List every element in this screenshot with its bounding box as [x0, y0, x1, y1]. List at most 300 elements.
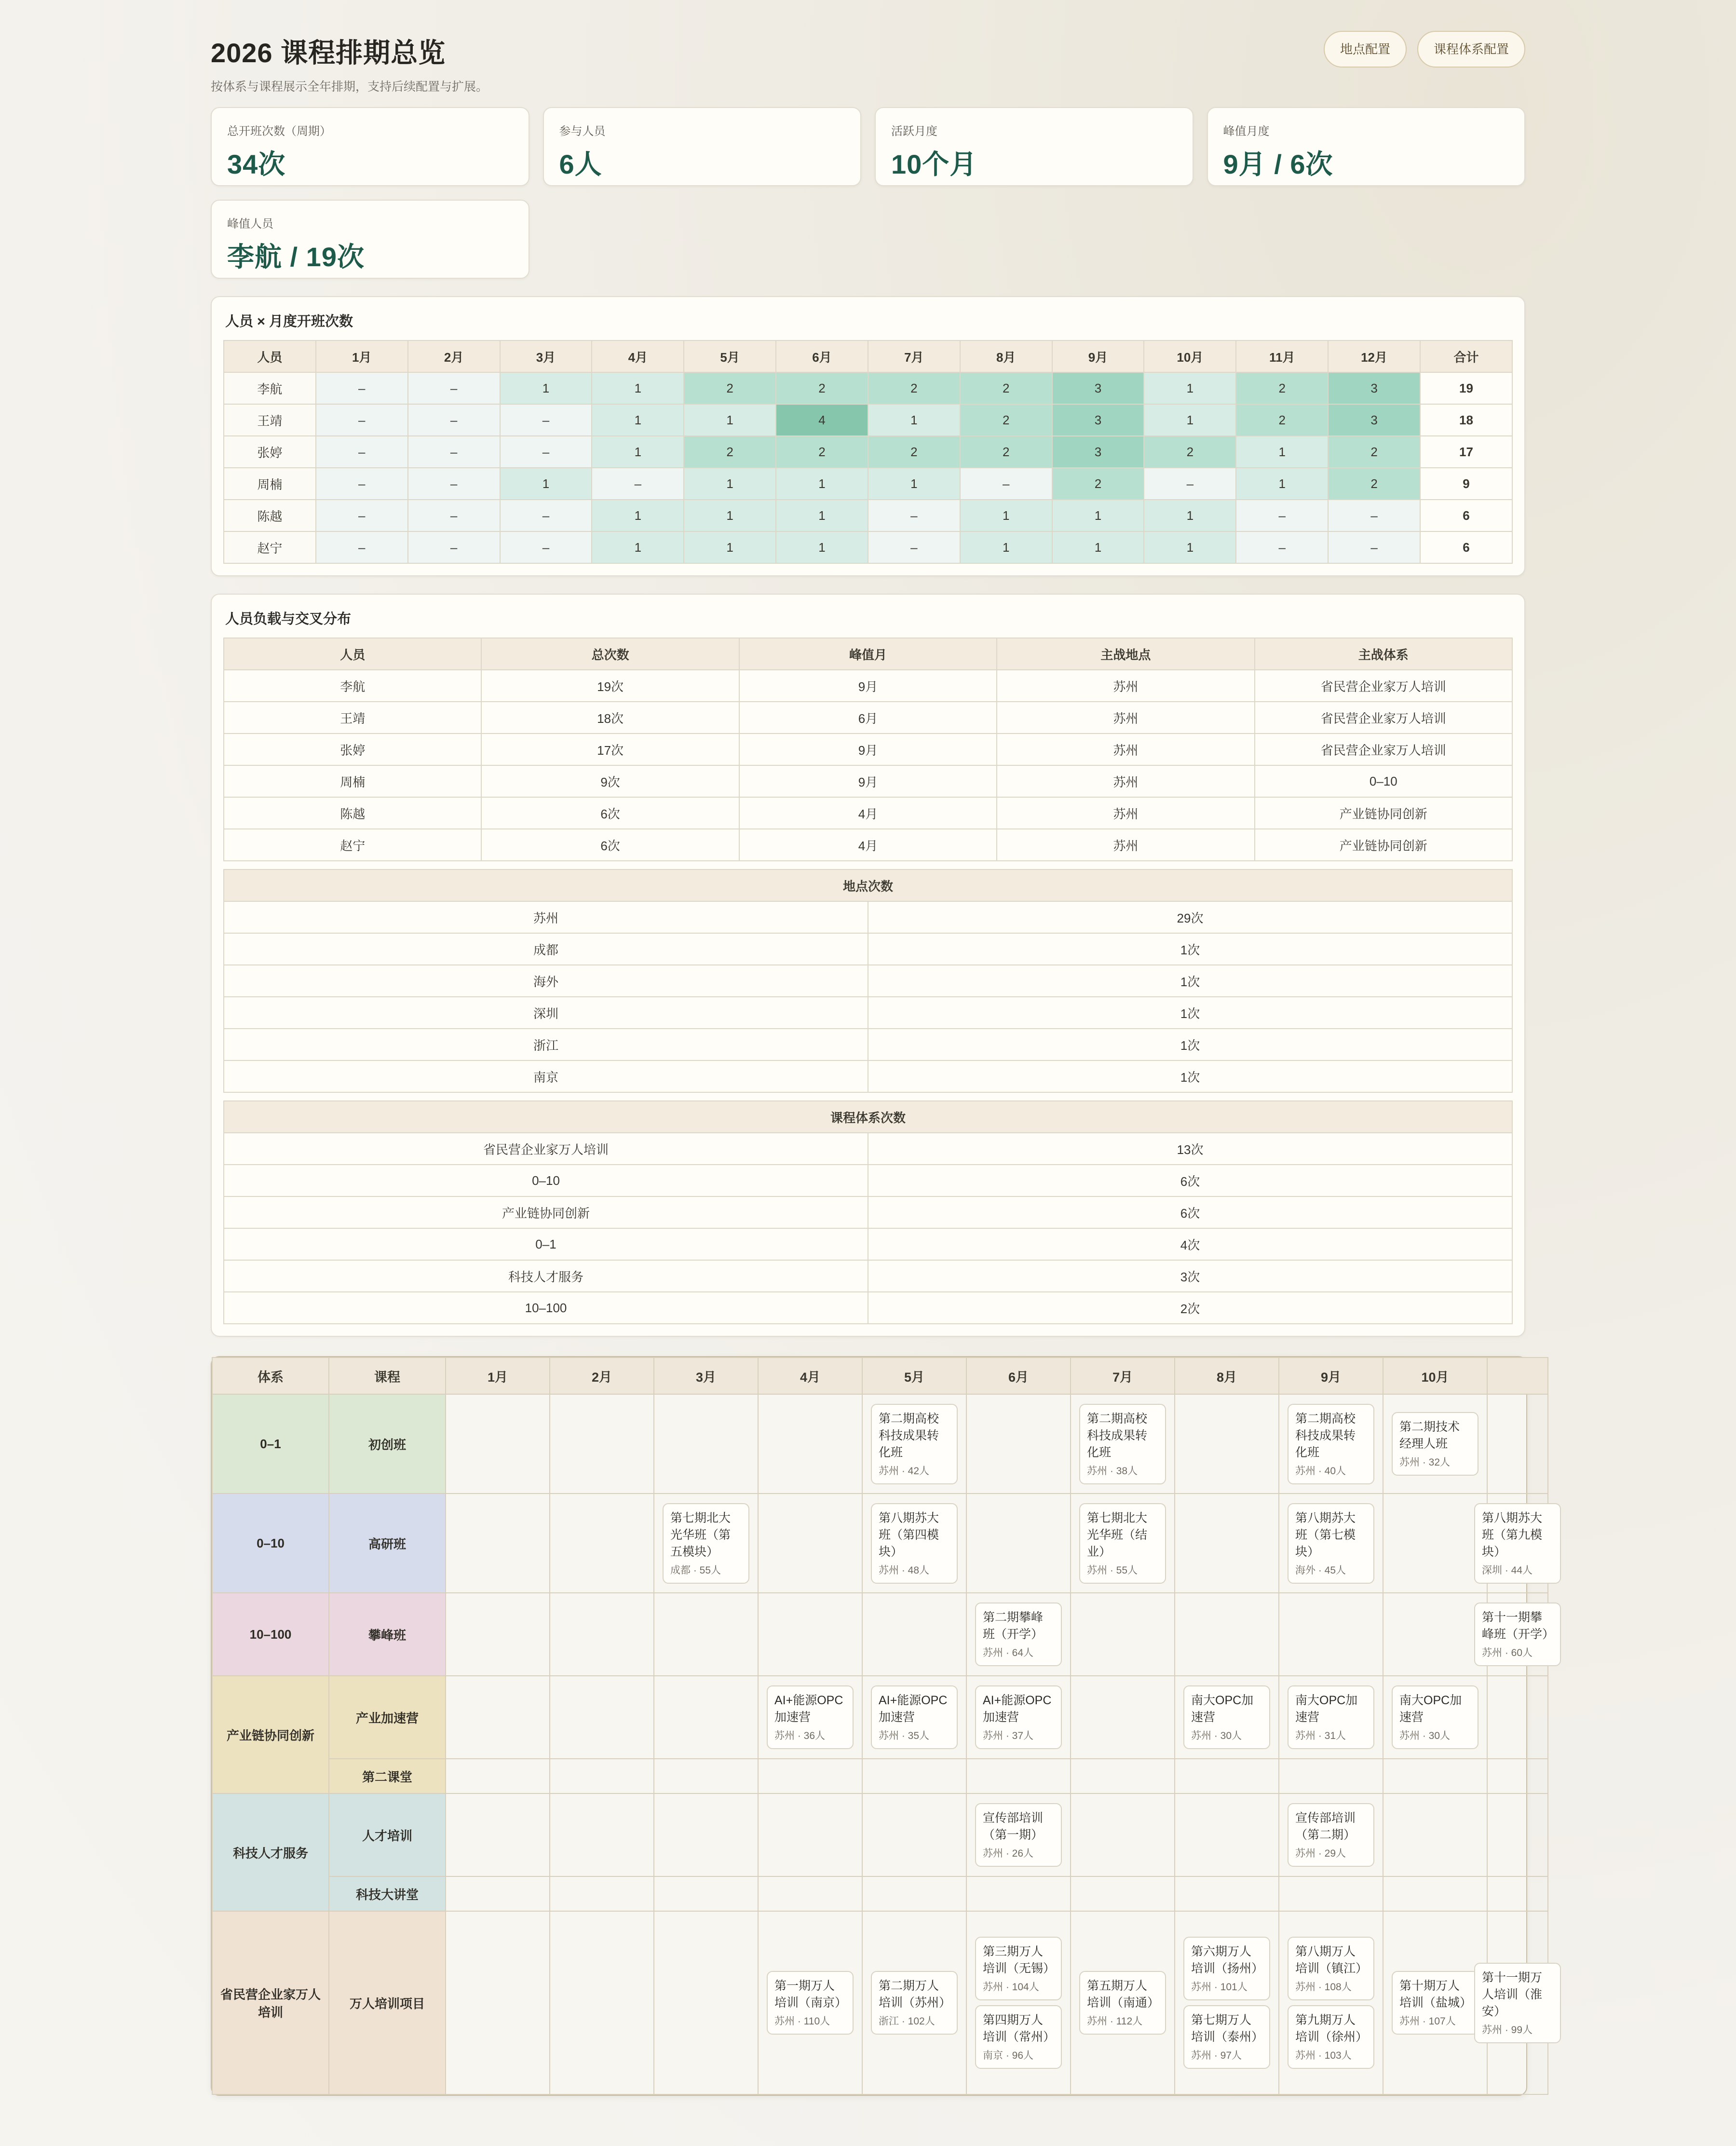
system-count-row	[224, 1228, 1512, 1260]
heatmap-cell: –	[868, 500, 960, 531]
schedule-month-cell	[654, 1676, 758, 1759]
event-title: 第十一期攀峰班（开学）	[1482, 1611, 1555, 1641]
heatmap-cell: –	[316, 436, 408, 468]
schedule-cell-events	[1283, 1803, 1379, 1867]
location-count-count: 29次	[868, 901, 1512, 933]
heatmap-cell: 1	[960, 500, 1052, 531]
course-event-card[interactable]	[1288, 1803, 1374, 1867]
heatmap-cell: –	[592, 468, 684, 500]
location-count-label: 南京	[224, 1060, 868, 1092]
system-count-count: 6次	[868, 1196, 1512, 1228]
load-cell: 6次	[481, 829, 739, 861]
event-meta: 苏州 · 101人	[1191, 1982, 1248, 1993]
schedule-cell-events	[762, 1971, 858, 2035]
stat-card	[543, 107, 862, 186]
heatmap-row	[224, 531, 1512, 563]
heatmap-cell: –	[316, 500, 408, 531]
schedule-col-header	[1487, 1358, 1548, 1394]
heatmap-cell: –	[960, 468, 1052, 500]
heatmap-cell: –	[408, 404, 500, 436]
heatmap-cell: 2	[1236, 404, 1328, 436]
stat-label: 峰值月度	[1223, 125, 1270, 138]
schedule-system: 0–10	[212, 1494, 329, 1593]
schedule-month-cell	[1175, 1911, 1279, 2094]
course-event-card[interactable]	[1288, 1503, 1374, 1584]
schedule-month-cell	[1071, 1876, 1175, 1911]
schedule-cell-events	[658, 1503, 754, 1584]
course-event-card[interactable]	[1288, 1685, 1374, 1749]
schedule-month-cell	[1175, 1494, 1279, 1593]
schedule-cell-events	[1283, 1937, 1379, 2069]
load-row	[224, 733, 1512, 765]
load-cell: 0–10	[1255, 765, 1512, 797]
course-event-card[interactable]	[975, 1803, 1062, 1867]
event-title: 第二期高校科技成果转化班	[1295, 1412, 1356, 1459]
event-title: 第七期北大光华班（结业）	[1087, 1511, 1148, 1559]
heatmap-cell: –	[1328, 531, 1420, 563]
event-meta: 苏州 · 64人	[983, 1647, 1034, 1658]
schedule-month-cell	[654, 1759, 758, 1793]
event-meta: 苏州 · 55人	[1087, 1564, 1138, 1576]
schedule-month-cell	[1487, 1793, 1548, 1876]
stat-label: 活跃月度	[891, 125, 937, 138]
schedule-month-cell	[758, 1676, 862, 1759]
heatmap-cell: 1	[868, 404, 960, 436]
event-title: 第三期万人培训（无锡）	[983, 1945, 1056, 1975]
schedule-month-cell	[1383, 1759, 1487, 1793]
schedule-month-cell	[446, 1759, 550, 1793]
schedule-month-cell	[446, 1911, 550, 2094]
location-count-count: 1次	[868, 933, 1512, 965]
schedule-month-cell	[446, 1876, 550, 1911]
heatmap-cell: 1	[1236, 436, 1328, 468]
schedule-month-cell	[862, 1394, 966, 1494]
heatmap-col-header: 2月	[408, 340, 500, 372]
stat-card	[1207, 107, 1526, 186]
schedule-system: 10–100	[212, 1593, 329, 1676]
heatmap-cell: 1	[960, 531, 1052, 563]
schedule-month-cell	[654, 1793, 758, 1876]
system-count-count: 13次	[868, 1133, 1512, 1165]
schedule-cell-events	[867, 1971, 962, 2035]
schedule-cell-events	[1387, 1971, 1483, 2035]
system-count-label: 0–1	[224, 1228, 868, 1260]
event-title: 第二期技术经理人班	[1399, 1420, 1460, 1451]
schedule-course: 攀峰班	[329, 1593, 446, 1676]
event-title: 第八期苏大班（第七模块）	[1295, 1511, 1356, 1559]
schedule-course: 人才培训	[329, 1793, 446, 1876]
schedule-col-header: 4月	[758, 1358, 862, 1394]
event-title: 宣传部培训（第一期）	[983, 1811, 1044, 1842]
heatmap-cell: 1	[684, 531, 776, 563]
heatmap-cell: –	[500, 436, 592, 468]
heatmap-col-header: 3月	[500, 340, 592, 372]
load-panel	[211, 594, 1525, 1337]
schedule-month-cell	[446, 1793, 550, 1876]
schedule-col-header: 课程	[329, 1358, 446, 1394]
heatmap-cell: –	[316, 468, 408, 500]
heatmap-cell: –	[500, 500, 592, 531]
schedule-cell-events	[1075, 1971, 1170, 2035]
location-count-count: 1次	[868, 1029, 1512, 1060]
schedule-month-cell	[1279, 1793, 1383, 1876]
course-event-card[interactable]	[1392, 1685, 1478, 1749]
heatmap-table	[223, 340, 1513, 564]
schedule-month-cell	[550, 1876, 654, 1911]
schedule-month-cell	[550, 1911, 654, 2094]
heatmap-total: 19	[1420, 372, 1512, 404]
course-event-card[interactable]	[871, 1971, 958, 2035]
course-event-card[interactable]	[1474, 1503, 1561, 1584]
schedule-col-header: 8月	[1175, 1358, 1279, 1394]
event-meta: 苏州 · 37人	[983, 1730, 1034, 1741]
schedule-cell-events	[971, 1603, 1066, 1666]
load-cell: 省民营企业家万人培训	[1255, 702, 1512, 733]
course-event-card[interactable]	[1288, 2005, 1374, 2069]
course-event-card[interactable]	[1474, 1963, 1561, 2043]
heatmap-person: 周楠	[224, 468, 316, 500]
load-cell: 苏州	[997, 702, 1254, 733]
schedule-month-cell	[654, 1494, 758, 1593]
schedule-row	[212, 1793, 1548, 1876]
event-title: 第二期攀峰班（开学）	[983, 1611, 1044, 1641]
heatmap-col-header: 7月	[868, 340, 960, 372]
heatmap-row	[224, 468, 1512, 500]
schedule-month-cell	[1383, 1394, 1487, 1494]
location-count-label: 苏州	[224, 901, 868, 933]
schedule-month-cell	[1482, 1911, 1548, 2094]
heatmap-cell: 2	[1328, 468, 1420, 500]
system-count-label: 产业链协同创新	[224, 1196, 868, 1228]
location-count-count: 1次	[868, 1060, 1512, 1092]
schedule-course: 高研班	[329, 1494, 446, 1593]
heatmap-cell: –	[868, 531, 960, 563]
heatmap-cell: 2	[776, 372, 868, 404]
heatmap-panel	[211, 296, 1525, 576]
event-title: 第七期北大光华班（第五模块）	[670, 1511, 731, 1559]
load-cell: 9月	[739, 733, 997, 765]
system-count-header: 课程体系次数	[224, 1101, 1512, 1133]
schedule-month-cell	[862, 1911, 966, 2094]
heatmap-person: 张婷	[224, 436, 316, 468]
course-event-card[interactable]	[975, 1685, 1062, 1749]
system-count-label: 科技人才服务	[224, 1260, 868, 1292]
heatmap-cell: –	[500, 404, 592, 436]
schedule-system: 省民营企业家万人培训	[212, 1911, 329, 2094]
load-title: 人员负载与交叉分布	[225, 611, 352, 627]
stat-value: 10个月	[891, 149, 977, 179]
course-event-card[interactable]	[1183, 1685, 1270, 1749]
schedule-month-cell	[758, 1494, 862, 1593]
schedule-month-cell	[862, 1876, 966, 1911]
event-title: 第二期万人培训（苏州）	[879, 1979, 951, 2010]
course-event-card[interactable]	[975, 1603, 1062, 1666]
schedule-month-cell	[1487, 1394, 1548, 1494]
load-cell: 苏州	[997, 829, 1254, 861]
location-count-table	[223, 869, 1513, 1093]
schedule-cell-events	[762, 1685, 858, 1749]
heatmap-col-header: 8月	[960, 340, 1052, 372]
heatmap-cell: –	[408, 500, 500, 531]
event-title: 南大OPC加速营	[1191, 1694, 1254, 1724]
event-meta: 海外 · 45人	[1295, 1564, 1346, 1576]
course-event-card[interactable]	[1474, 1603, 1561, 1666]
heatmap-cell: 4	[776, 404, 868, 436]
load-cell: 周楠	[224, 765, 481, 797]
course-event-card[interactable]	[1288, 1937, 1374, 2000]
schedule-month-cell	[1383, 1793, 1487, 1876]
schedule-course: 万人培训项目	[329, 1911, 446, 2094]
event-title: 第七期万人培训（泰州）	[1191, 2013, 1264, 2044]
location-count-row	[224, 901, 1512, 933]
load-cell: 产业链协同创新	[1255, 797, 1512, 829]
stat-card	[211, 107, 529, 186]
event-title: 第八期万人培训（镇江）	[1295, 1945, 1368, 1975]
schedule-month-cell	[1279, 1676, 1383, 1759]
system-count-count: 2次	[868, 1292, 1512, 1324]
event-title: 第六期万人培训（扬州）	[1191, 1945, 1264, 1975]
event-meta: 苏州 · 60人	[1482, 1647, 1533, 1658]
heatmap-cell: 1	[592, 404, 684, 436]
schedule-month-cell	[654, 1911, 758, 2094]
schedule-month-cell	[1279, 1759, 1383, 1793]
schedule-month-cell	[758, 1793, 862, 1876]
course-event-card[interactable]	[871, 1503, 958, 1584]
course-event-card[interactable]	[1183, 2005, 1270, 2069]
load-cell: 9月	[739, 670, 997, 702]
heatmap-cell: –	[500, 531, 592, 563]
course-event-card[interactable]	[975, 2005, 1062, 2069]
course-event-card[interactable]	[1392, 1971, 1478, 2035]
load-cell: 苏州	[997, 733, 1254, 765]
heatmap-cell: 1	[868, 468, 960, 500]
event-meta: 苏州 · 30人	[1191, 1730, 1242, 1741]
schedule-board[interactable]	[211, 1356, 1555, 2096]
event-meta: 苏州 · 30人	[1399, 1730, 1451, 1741]
stat-card	[211, 200, 529, 279]
schedule-cell-events	[1179, 1937, 1275, 2069]
schedule-cell-events	[971, 1937, 1066, 2069]
system-count-count: 4次	[868, 1228, 1512, 1260]
schedule-month-cell	[862, 1759, 966, 1793]
schedule-cell-events	[1283, 1503, 1379, 1584]
stat-value: 34次	[227, 149, 286, 179]
event-meta: 苏州 · 107人	[1399, 2016, 1456, 2027]
schedule-month-cell	[758, 1911, 862, 2094]
schedule-month-cell	[1279, 1494, 1383, 1593]
schedule-cell-events	[867, 1503, 962, 1584]
system-count-label: 0–10	[224, 1165, 868, 1196]
event-title: 第九期万人培训（徐州）	[1295, 2013, 1368, 2044]
schedule-month-cell	[446, 1394, 550, 1494]
course-event-card[interactable]	[1288, 1404, 1374, 1484]
schedule-month-cell	[1071, 1793, 1175, 1876]
schedule-month-cell	[1482, 1494, 1548, 1593]
heatmap-cell: 2	[868, 436, 960, 468]
heatmap-col-header: 1月	[316, 340, 408, 372]
event-title: 第二期高校科技成果转化班	[879, 1412, 939, 1459]
schedule-month-cell	[1175, 1676, 1279, 1759]
system-count-table	[223, 1100, 1513, 1324]
load-table	[223, 638, 1513, 861]
schedule-course: 第二课堂	[329, 1759, 446, 1793]
schedule-month-cell	[966, 1759, 1071, 1793]
heatmap-cell: –	[1236, 531, 1328, 563]
stat-label: 参与人员	[559, 125, 606, 138]
course-event-card[interactable]	[1392, 1412, 1478, 1476]
course-event-card[interactable]	[1079, 1404, 1166, 1484]
heatmap-cell: 2	[1328, 436, 1420, 468]
load-cell: 省民营企业家万人培训	[1255, 670, 1512, 702]
schedule-month-cell	[1071, 1759, 1175, 1793]
location-count-row	[224, 933, 1512, 965]
heatmap-cell: 2	[1236, 372, 1328, 404]
schedule-month-cell	[654, 1394, 758, 1494]
heatmap-total: 18	[1420, 404, 1512, 436]
system-count-row	[224, 1260, 1512, 1292]
event-meta: 苏州 · 36人	[774, 1730, 826, 1741]
course-event-card[interactable]	[767, 1685, 854, 1749]
location-count-header: 地点次数	[224, 869, 1512, 901]
schedule-month-cell	[550, 1394, 654, 1494]
course-event-card[interactable]	[767, 1971, 854, 2035]
heatmap-cell: –	[408, 531, 500, 563]
event-title: 南大OPC加速营	[1295, 1694, 1358, 1724]
schedule-col-header: 7月	[1071, 1358, 1175, 1394]
schedule-month-cell	[1279, 1876, 1383, 1911]
load-cell: 省民营企业家万人培训	[1255, 733, 1512, 765]
location-count-label: 成都	[224, 933, 868, 965]
stat-label: 总开班次数（周期）	[227, 125, 331, 138]
event-meta: 深圳 · 44人	[1482, 1564, 1533, 1576]
load-cell: 产业链协同创新	[1255, 829, 1512, 861]
system-count-row	[224, 1292, 1512, 1324]
schedule-col-header: 1月	[446, 1358, 550, 1394]
schedule-month-cell	[1175, 1394, 1279, 1494]
schedule-cell-events	[1075, 1503, 1170, 1584]
heatmap-person: 李航	[224, 372, 316, 404]
event-title: 第八期苏大班（第四模块）	[879, 1511, 939, 1559]
load-cell: 18次	[481, 702, 739, 733]
heatmap-cell: 1	[776, 500, 868, 531]
heatmap-total: 9	[1420, 468, 1512, 500]
heatmap-cell: 1	[592, 531, 684, 563]
schedule-cell-events	[1387, 1685, 1483, 1749]
heatmap-cell: 2	[960, 372, 1052, 404]
schedule-row	[212, 1676, 1548, 1759]
load-cell: 李航	[224, 670, 481, 702]
event-meta: 苏州 · 42人	[879, 1465, 930, 1477]
course-event-card[interactable]	[663, 1503, 749, 1584]
schedule-month-cell	[654, 1876, 758, 1911]
course-event-card[interactable]	[1183, 1937, 1270, 2000]
system-config-button[interactable]: 课程体系配置	[1417, 31, 1525, 68]
schedule-row	[212, 1759, 1548, 1793]
heatmap-cell: 1	[1144, 372, 1236, 404]
schedule-cell-events	[971, 1803, 1066, 1867]
heatmap-cell: 1	[776, 531, 868, 563]
heatmap-total: 6	[1420, 531, 1512, 563]
schedule-cell-events	[1283, 1404, 1379, 1484]
heatmap-cell: 1	[1144, 531, 1236, 563]
event-title: 第八期苏大班（第九模块）	[1482, 1511, 1543, 1559]
schedule-row	[212, 1394, 1548, 1494]
schedule-month-cell	[1482, 1593, 1555, 1676]
event-title: 第五期万人培训（南通）	[1087, 1979, 1160, 2010]
stat-value: 李航 / 19次	[227, 242, 365, 272]
course-event-card[interactable]	[975, 1937, 1062, 2000]
schedule-month-cell	[966, 1394, 1071, 1494]
event-meta: 苏州 · 99人	[1482, 2024, 1533, 2036]
schedule-cell-events	[1387, 1412, 1483, 1476]
load-row	[224, 829, 1512, 861]
location-config-button[interactable]: 地点配置	[1324, 31, 1407, 68]
schedule-month-cell	[1279, 1394, 1383, 1494]
heatmap-cell: –	[316, 531, 408, 563]
load-cell: 9月	[739, 765, 997, 797]
schedule-month-cell	[1383, 1876, 1487, 1911]
heatmap-cell: 3	[1328, 404, 1420, 436]
heatmap-cell: 2	[868, 372, 960, 404]
heatmap-row	[224, 372, 1512, 404]
system-count-row	[224, 1133, 1512, 1165]
heatmap-cell: 2	[684, 372, 776, 404]
event-title: AI+能源OPC加速营	[983, 1694, 1052, 1724]
event-title: 第十一期万人培训（淮安）	[1482, 1970, 1543, 2018]
heatmap-cell: –	[1144, 468, 1236, 500]
schedule-col-header: 10月	[1383, 1358, 1487, 1394]
schedule-month-cell	[1279, 1593, 1383, 1676]
heatmap-col-header: 9月	[1052, 340, 1144, 372]
heatmap-title: 人员 × 月度开班次数	[225, 314, 353, 329]
heatmap-cell: 2	[776, 436, 868, 468]
heatmap-cell: 2	[1052, 468, 1144, 500]
load-cell: 4月	[739, 829, 997, 861]
heatmap-cell: –	[408, 468, 500, 500]
event-title: 第二期高校科技成果转化班	[1087, 1412, 1148, 1459]
course-event-card[interactable]	[1079, 1503, 1166, 1584]
heatmap-cell: 1	[684, 404, 776, 436]
schedule-month-cell	[966, 1876, 1071, 1911]
location-count-row	[224, 997, 1512, 1029]
schedule-col-header: 3月	[654, 1358, 758, 1394]
event-meta: 苏州 · 97人	[1191, 2050, 1242, 2061]
heatmap-cell: 1	[684, 468, 776, 500]
schedule-system: 产业链协同创新	[212, 1676, 329, 1793]
heatmap-cell: 1	[592, 372, 684, 404]
schedule-month-cell	[966, 1676, 1071, 1759]
event-meta: 苏州 · 35人	[879, 1730, 930, 1741]
course-event-card[interactable]	[871, 1404, 958, 1484]
course-event-card[interactable]	[871, 1685, 958, 1749]
heatmap-cell: 1	[1052, 500, 1144, 531]
heatmap-cell: 3	[1328, 372, 1420, 404]
schedule-cell-events	[971, 1685, 1066, 1749]
heatmap-row	[224, 436, 1512, 468]
event-meta: 苏州 · 31人	[1295, 1730, 1346, 1741]
schedule-month-cell	[1383, 1911, 1487, 2094]
schedule-cell-events	[1482, 1603, 1555, 1666]
course-event-card[interactable]	[1079, 1971, 1166, 2035]
schedule-month-cell	[446, 1593, 550, 1676]
schedule-month-cell	[966, 1793, 1071, 1876]
page-title: 2026 课程排期总览	[211, 38, 446, 68]
system-count-row	[224, 1165, 1512, 1196]
schedule-col-header: 2月	[550, 1358, 654, 1394]
heatmap-cell: 2	[684, 436, 776, 468]
schedule-month-cell	[1175, 1593, 1279, 1676]
schedule-course: 科技大讲堂	[329, 1876, 446, 1911]
